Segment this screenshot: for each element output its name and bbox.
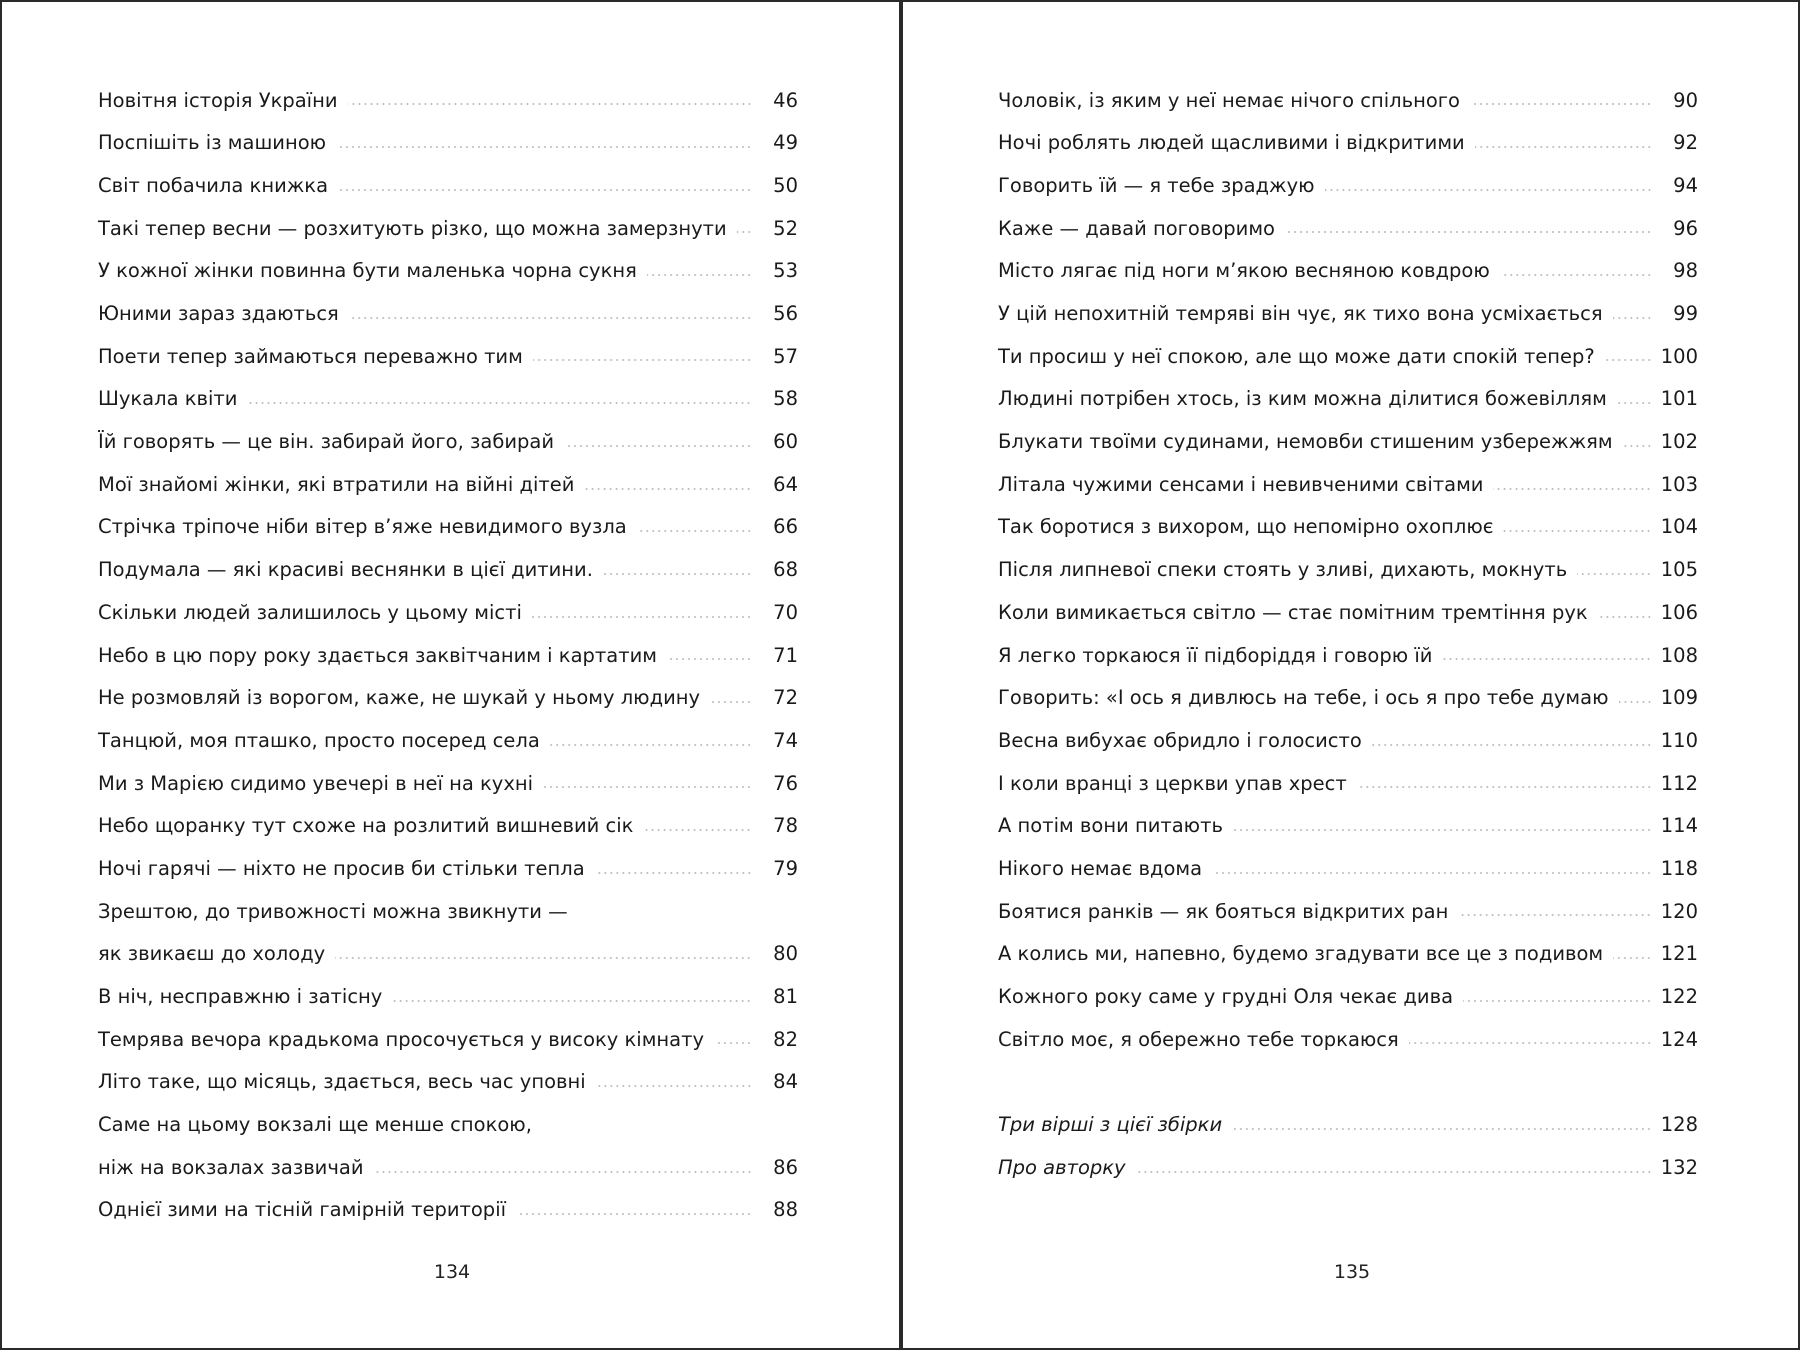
toc-entry-title: Три вірші з цієї збірки [998, 1113, 1223, 1137]
table-of-contents-right [998, 79, 1698, 1189]
dot-leader [1605, 359, 1652, 361]
toc-entry [998, 1018, 1698, 1061]
dot-leader [1500, 274, 1652, 276]
page-number: 135 [1333, 1261, 1371, 1283]
toc-entry [998, 591, 1698, 634]
toc-entry-page-number: 46 [773, 88, 798, 112]
dot-leader [550, 744, 752, 746]
toc-entry [98, 1104, 798, 1147]
toc-entry-page-number: 110 [1660, 728, 1698, 752]
toc-entry-page-number: 101 [1660, 387, 1698, 411]
toc-entry-title: Каже — давай поговоримо [998, 216, 1275, 240]
toc-entry-page-number: 120 [1660, 899, 1698, 923]
toc-entry-title: Літо таке, що місяць, здається, весь час уповні [98, 1070, 586, 1094]
toc-entry [998, 933, 1698, 976]
toc-entry [998, 1104, 1698, 1147]
dot-leader [1463, 1000, 1652, 1002]
toc-entry-title: Танцюй, моя пташко, просто посеред села [98, 728, 540, 752]
toc-entry-title: І коли вранці з церкви упав хрест [998, 771, 1347, 795]
dot-leader [349, 317, 752, 319]
toc-entry-page-number: 109 [1660, 686, 1698, 710]
dot-leader [1613, 957, 1652, 959]
toc-entry-page-number: 102 [1660, 430, 1698, 454]
toc-entry-page-number: 64 [773, 472, 798, 496]
toc-entry-title: Скільки людей залишилось у цьому місті [98, 600, 522, 624]
dot-leader [584, 488, 752, 490]
toc-entry-page-number: 80 [773, 942, 798, 966]
toc-entry-page-number: 106 [1660, 600, 1698, 624]
page-number: 134 [433, 1261, 471, 1283]
dot-leader [374, 1171, 753, 1173]
toc-entry-page-number: 78 [773, 814, 798, 838]
toc-entry-title: Говорить їй — я тебе зраджую [998, 173, 1315, 197]
toc-entry-title: Небо щоранку тут схоже на розлитий вишневий сік [98, 814, 634, 838]
dot-leader [348, 103, 752, 105]
dot-leader [667, 658, 752, 660]
toc-entry-title: ніж на вокзалах зазвичай [98, 1155, 364, 1179]
toc-entry-page-number: 100 [1660, 344, 1698, 368]
toc-entry [998, 463, 1698, 506]
dot-leader [1325, 189, 1652, 191]
toc-entry-page-number: 92 [1673, 131, 1698, 155]
toc-entry [98, 719, 798, 762]
toc-entry-title: Не розмовляй із ворогом, каже, не шукай у ньому людину [98, 686, 701, 710]
toc-entry [98, 378, 798, 421]
toc-entry-title: В ніч, несправжню і затісну [98, 985, 383, 1009]
dot-leader [1233, 829, 1652, 831]
toc-entry [98, 292, 798, 335]
toc-entry-page-number: 121 [1660, 942, 1698, 966]
toc-entry-title: Саме на цьому вокзалі ще менше спокою, [98, 1113, 532, 1137]
dot-leader [1212, 872, 1652, 874]
toc-entry-title: У цій непохитній темряві він чує, як тихо вона усміхається [998, 302, 1603, 326]
dot-leader [392, 1000, 752, 1002]
toc-entry [998, 805, 1698, 848]
toc-entry [98, 421, 798, 464]
dot-leader [1372, 744, 1652, 746]
toc-entry-title: Нікого немає вдома [998, 856, 1203, 880]
toc-entry-page-number: 50 [773, 173, 798, 197]
toc-entry-title: Темрява вечора крадькома просочується у високу кімнату [98, 1027, 705, 1051]
dot-leader [1503, 530, 1652, 532]
toc-entry-title: Літала чужими сенсами і невивченими світами [998, 472, 1484, 496]
toc-entry-page-number: 124 [1660, 1027, 1698, 1051]
toc-entry-title: Шукала квіти [98, 387, 238, 411]
toc-entry [998, 890, 1698, 933]
toc-entry-title: А потім вони питають [998, 814, 1223, 838]
toc-entry-title: Кожного року саме у грудні Оля чекає дива [998, 985, 1454, 1009]
toc-entry-page-number: 132 [1660, 1155, 1698, 1179]
toc-entry [98, 677, 798, 720]
toc-entry [998, 79, 1698, 122]
dot-leader [1577, 573, 1652, 575]
toc-entry [98, 634, 798, 677]
toc-entry [98, 847, 798, 890]
dot-leader [338, 189, 752, 191]
toc-entry-title: Ми з Марією сидимо увечері в неї на кухні [98, 771, 534, 795]
right-page [903, 2, 1800, 1350]
dot-leader [336, 146, 752, 148]
toc-entry-page-number: 76 [773, 771, 798, 795]
dot-leader [335, 957, 752, 959]
toc-entry [98, 506, 798, 549]
dot-leader [1598, 616, 1652, 618]
toc-entry [998, 335, 1698, 378]
table-of-contents-left [98, 79, 798, 1232]
toc-entry-title: Стрічка тріпоче ніби вітер в’яже невидимого вузла [98, 515, 627, 539]
toc-entry-title: Новітня історія України [98, 88, 338, 112]
dot-leader [1409, 1042, 1652, 1044]
toc-entry-page-number: 71 [773, 643, 798, 667]
toc-entry-page-number: 94 [1673, 173, 1698, 197]
toc-entry [98, 1061, 798, 1104]
toc-entry-title: Про авторку [998, 1155, 1126, 1179]
dot-leader [1623, 445, 1652, 447]
toc-entry-page-number: 82 [773, 1027, 798, 1051]
toc-entry-title: Весна вибухає обридло і голосисто [998, 728, 1362, 752]
toc-entry [998, 506, 1698, 549]
toc-entry [98, 890, 798, 933]
dot-leader [1475, 146, 1652, 148]
toc-entry [998, 634, 1698, 677]
toc-entry-title: А колись ми, напевно, будемо згадувати все це з подивом [998, 942, 1604, 966]
toc-entry-page-number: 81 [773, 985, 798, 1009]
dot-leader [1458, 914, 1652, 916]
toc-entry-title: Говорить: «І ось я дивлюсь на тебе, і ось я про тебе думаю [998, 686, 1609, 710]
toc-entry-page-number: 103 [1660, 472, 1698, 496]
toc-entry-title: Юними зараз здаються [98, 302, 339, 326]
dot-leader [247, 402, 752, 404]
toc-entry [998, 677, 1698, 720]
toc-entry-page-number: 104 [1660, 515, 1698, 539]
dot-leader [1136, 1171, 1652, 1173]
toc-entry-page-number: 122 [1660, 985, 1698, 1009]
toc-entry-page-number: 56 [773, 302, 798, 326]
toc-entry [998, 1146, 1698, 1189]
toc-entry-title: Місто лягає під ноги м’якою весняною ковдрою [998, 259, 1490, 283]
toc-entry-title: Так боротися з вихором, що непомірно охоплює [998, 515, 1494, 539]
toc-entry [998, 250, 1698, 293]
toc-entry-page-number: 86 [773, 1155, 798, 1179]
dot-leader [1617, 402, 1652, 404]
toc-entry-page-number: 53 [773, 259, 798, 283]
toc-entry [998, 122, 1698, 165]
dot-leader [1232, 1128, 1652, 1130]
toc-entry-page-number: 72 [773, 686, 798, 710]
toc-entry-title: Такі тепер весни — розхитують різко, що можна замерзнути [98, 216, 727, 240]
toc-entry-title: Мої знайомі жінки, які втратили на війні дітей [98, 472, 575, 496]
toc-entry [98, 805, 798, 848]
dot-leader [1285, 231, 1652, 233]
left-page [2, 2, 899, 1350]
dot-leader [1357, 786, 1652, 788]
dot-leader [1442, 658, 1652, 660]
toc-entry-page-number: 98 [1673, 259, 1698, 283]
toc-entry-page-number: 128 [1660, 1113, 1698, 1137]
dot-leader [516, 1213, 752, 1215]
toc-entry-title: Поети тепер займаються переважно тим [98, 344, 523, 368]
dot-leader [647, 274, 752, 276]
toc-entry-page-number: 52 [773, 216, 798, 240]
toc-entry [98, 122, 798, 165]
dot-leader [1613, 317, 1652, 319]
dot-leader [643, 829, 752, 831]
toc-entry [998, 719, 1698, 762]
toc-entry [998, 207, 1698, 250]
toc-entry-title: У кожної жінки повинна бути маленька чорна сукня [98, 259, 637, 283]
toc-entry [98, 79, 798, 122]
toc-entry [98, 164, 798, 207]
toc-entry-page-number: 79 [773, 856, 798, 880]
dot-leader [596, 1085, 752, 1087]
toc-entry-title: Ночі гарячі — ніхто не просив би стільки тепла [98, 856, 585, 880]
toc-entry-title: Після липневої спеки стоять у зливі, дихають, мокнуть [998, 558, 1568, 582]
dot-leader [710, 701, 752, 703]
toc-entry-title: Зрештою, до тривожності можна звикнути — [98, 899, 568, 923]
toc-entry-title: Чоловік, із яким у неї немає нічого спільного [998, 88, 1460, 112]
toc-entry [98, 207, 798, 250]
toc-entry-page-number: 99 [1673, 302, 1698, 326]
toc-entry-title: Коли вимикається світло — стає помітним тремтіння рук [998, 600, 1588, 624]
toc-entry [98, 1018, 798, 1061]
toc-entry-title: як звикаєш до холоду [98, 942, 326, 966]
toc-entry-title: Світло моє, я обережно тебе торкаюся [998, 1027, 1399, 1051]
toc-entry [98, 762, 798, 805]
toc-entry-page-number: 68 [773, 558, 798, 582]
toc-entry-page-number: 57 [773, 344, 798, 368]
toc-entry-page-number: 70 [773, 600, 798, 624]
toc-entry-title: Ночі роблять людей щасливими і відкритими [998, 131, 1465, 155]
toc-entry [998, 975, 1698, 1018]
toc-entry-page-number: 49 [773, 131, 798, 155]
toc-entry [998, 847, 1698, 890]
toc-entry-page-number: 108 [1660, 643, 1698, 667]
toc-entry-page-number: 114 [1660, 814, 1698, 838]
toc-entry [98, 1146, 798, 1189]
toc-entry-title: Я легко торкаюся її підборіддя і говорю їй [998, 643, 1433, 667]
dot-leader [543, 786, 752, 788]
toc-entry-title: Людині потрібен хтось, із ким можна ділитися божевіллям [998, 387, 1607, 411]
toc-entry-page-number: 88 [773, 1198, 798, 1222]
toc-entry-page-number: 105 [1660, 558, 1698, 582]
toc-entry-page-number: 112 [1660, 771, 1698, 795]
dot-leader [564, 445, 752, 447]
toc-entry-page-number: 118 [1660, 856, 1698, 880]
toc-entry [98, 549, 798, 592]
toc-entry-title: Світ побачила книжка [98, 173, 329, 197]
toc-entry [998, 292, 1698, 335]
dot-leader [603, 573, 752, 575]
toc-entry-title: Однієї зими на тісній гамірній території [98, 1198, 507, 1222]
toc-entry [98, 1189, 798, 1232]
toc-entry-title: Подумала — які красиві веснянки в цієї дитини. [98, 558, 593, 582]
dot-leader [737, 231, 752, 233]
toc-entry-page-number: 74 [773, 728, 798, 752]
toc-spacer [998, 1061, 1698, 1104]
dot-leader [1470, 103, 1652, 105]
toc-entry-title: Небо в цю пору року здається заквітчаним і картатим [98, 643, 657, 667]
toc-entry-page-number: 96 [1673, 216, 1698, 240]
toc-entry [998, 378, 1698, 421]
toc-entry [998, 421, 1698, 464]
toc-entry-page-number: 60 [773, 430, 798, 454]
toc-entry-title: Їй говорять — це він. забирай його, забирай [98, 430, 555, 454]
toc-entry-title: Блукати твоїми судинами, немовби стишеним узбережжям [998, 430, 1613, 454]
toc-entry-title: Ти просиш у неї спокою, але що може дати спокій тепер? [998, 344, 1595, 368]
toc-entry [998, 762, 1698, 805]
toc-entry [98, 250, 798, 293]
toc-entry-page-number: 84 [773, 1070, 798, 1094]
dot-leader [1619, 701, 1653, 703]
toc-entry [98, 591, 798, 634]
toc-entry [998, 549, 1698, 592]
dot-leader [1493, 488, 1652, 490]
dot-leader [532, 616, 752, 618]
dot-leader [595, 872, 752, 874]
toc-entry-page-number: 66 [773, 515, 798, 539]
dot-leader [637, 530, 752, 532]
toc-entry [98, 933, 798, 976]
toc-entry-title: Боятися ранків — як бояться відкритих ран [998, 899, 1449, 923]
toc-entry [998, 164, 1698, 207]
dot-leader [714, 1042, 752, 1044]
toc-entry-page-number: 58 [773, 387, 798, 411]
toc-entry [98, 463, 798, 506]
toc-entry [98, 335, 798, 378]
toc-entry [98, 975, 798, 1018]
toc-entry-title: Поспішіть із машиною [98, 131, 327, 155]
toc-entry-page-number: 90 [1673, 88, 1698, 112]
dot-leader [533, 359, 752, 361]
